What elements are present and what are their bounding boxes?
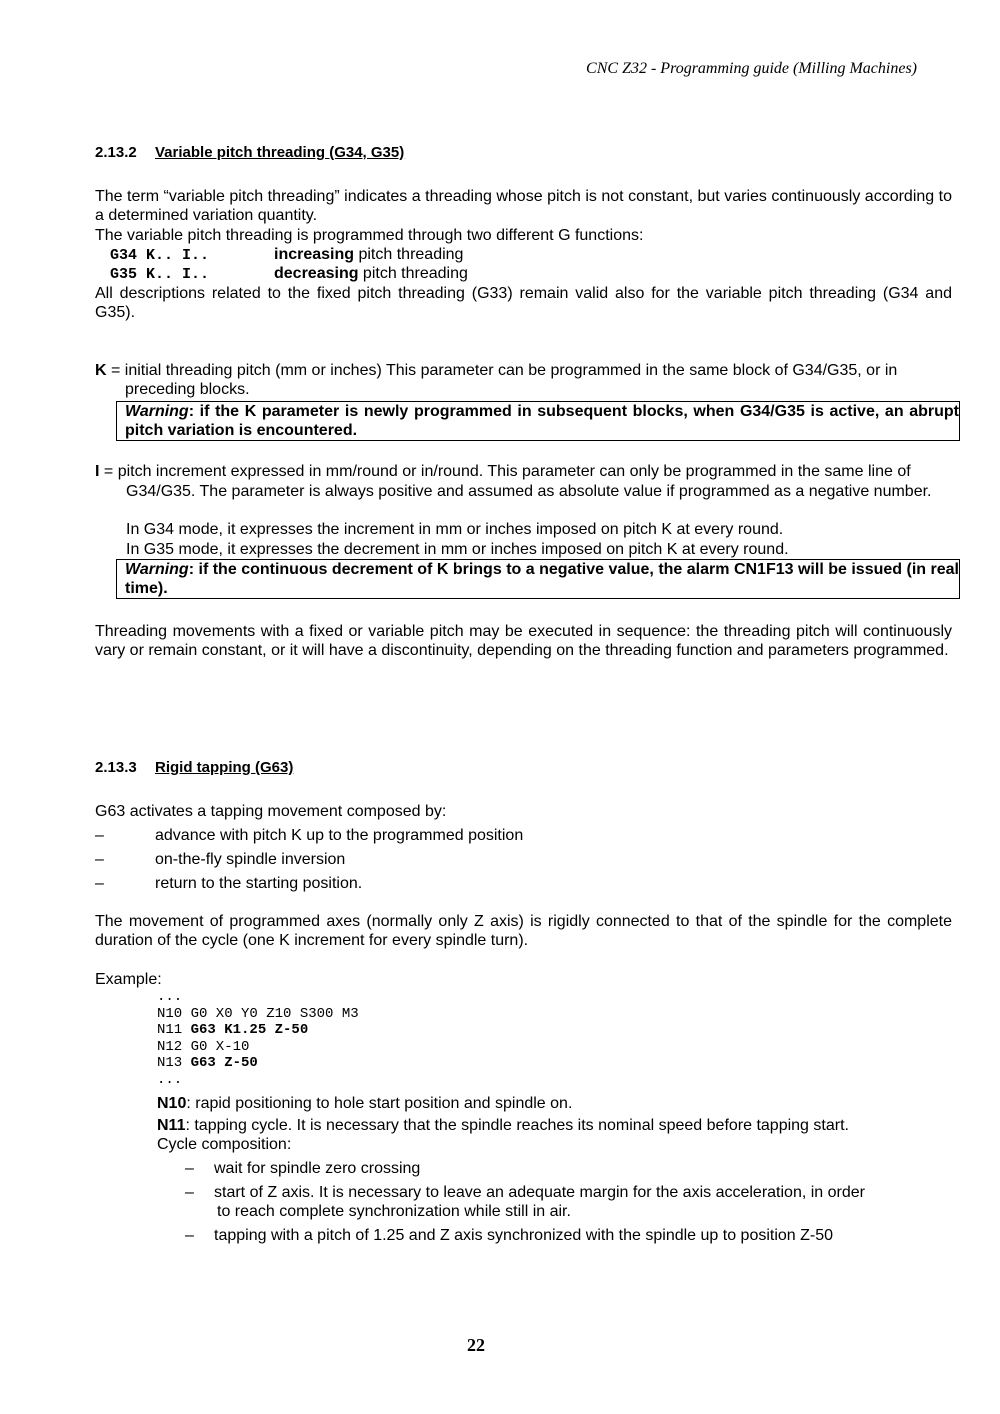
code-line: ...: [157, 1071, 183, 1088]
warning-text: : if the K parameter is newly programmed in subsequent blocks, when G34/G35 is active, an abrupt pitch variation is encountered.: [125, 403, 959, 439]
code-line: ...: [157, 989, 183, 1005]
code-line: N10 G0 X0 Y0 Z10 S300 M3: [157, 1005, 359, 1022]
n11-text: : tapping cycle. It is necessary that the spindle reaches its nominal speed before tapping start.: [185, 1117, 849, 1134]
list-item: [95, 850, 345, 869]
example-label: Example:: [95, 971, 162, 988]
list-item-text: return to the starting position.: [155, 875, 363, 892]
n11-label: N11: [157, 1117, 186, 1134]
dash-bullet: –: [185, 1227, 194, 1244]
section-number: 2.13.3: [95, 759, 137, 776]
dash-bullet: –: [95, 875, 104, 892]
paragraph-g63-intro: G63 activates a tapping movement composed by:: [95, 803, 447, 820]
page-number: 22: [467, 1335, 485, 1355]
list-item-text: advance with pitch K up to the programmed position: [155, 827, 524, 844]
paragraph-all-descriptions: All descriptions related to the fixed pitch threading (G33) remain valid also for the variable pitch threading (G34 and G35).: [95, 285, 952, 321]
k-param-text-cont: preceding blocks.: [125, 381, 250, 398]
code-bold: G63 K1.25 Z-50: [190, 1022, 309, 1038]
sub-list-item-text: wait for spindle zero crossing: [214, 1160, 421, 1177]
n10-label: N10: [157, 1095, 187, 1112]
code-line: [157, 1022, 359, 1039]
warning-box-i: [116, 559, 960, 599]
g35-line: [110, 264, 468, 284]
paragraph-movement: The movement of programmed axes (normally only Z axis) is rigidly connected to that of the spindle for the complete duration of the cycle (one K increment for every spindle turn).: [95, 913, 952, 949]
g34-desc: pitch threading: [354, 246, 464, 263]
k-letter: K: [95, 362, 107, 379]
code-line: N12 G0 X-10: [157, 1038, 250, 1055]
sub-list-item: [185, 1226, 833, 1245]
n11-explanation: [157, 1116, 849, 1135]
code-bold: G63 Z-50: [190, 1055, 258, 1071]
list-item: [95, 826, 523, 845]
g34-line: [110, 245, 463, 265]
section-heading-2-13-3: [95, 759, 293, 776]
section-number: 2.13.2: [95, 144, 137, 161]
g35-code: G35 K.. I..: [110, 266, 210, 283]
paragraph-threading-movements: Threading movements with a fixed or variable pitch may be executed in sequence: the threading pitch will continuously vary or remain constant, or it will have a discontinuity, depending on the threading function and parameters programmed.: [95, 623, 952, 659]
i-param-g34: In G34 mode, it expresses the increment in mm or inches imposed on pitch K at every round.: [126, 521, 784, 538]
k-param-line: [95, 361, 897, 380]
n10-explanation: [157, 1094, 572, 1113]
sub-list-item: [185, 1159, 420, 1178]
code-example: [157, 989, 359, 1088]
warning-label: Warning: [125, 403, 189, 420]
section-heading-2-13-2: [95, 144, 404, 161]
dash-bullet: –: [185, 1160, 194, 1177]
sub-list-item-cont: to reach complete synchronization while still in air.: [217, 1203, 571, 1220]
warning-box-k: [116, 401, 960, 441]
list-item: [95, 874, 362, 893]
sub-list-item-text: tapping with a pitch of 1.25 and Z axis synchronized with the spindle up to position Z-50: [214, 1227, 834, 1244]
dash-bullet: –: [95, 851, 104, 868]
section-title: Rigid tapping (G63): [155, 759, 294, 776]
section-title: Variable pitch threading (G34, G35): [155, 144, 405, 161]
cycle-composition-label: Cycle composition:: [157, 1136, 292, 1153]
g34-keyword: increasing: [274, 246, 355, 263]
i-param-g35: In G35 mode, it expresses the decrement in mm or inches imposed on pitch K at every round.: [126, 541, 789, 558]
warning-label: Warning: [125, 561, 189, 578]
sub-list-item: [185, 1183, 865, 1202]
code-block-number: N11: [157, 1022, 191, 1038]
paragraph-intro: The term “variable pitch threading” indicates a threading whose pitch is not constant, but varies continuously according to a determined variation quantity.: [95, 188, 952, 224]
code-line: [157, 1055, 359, 1072]
k-param-text: = initial threading pitch (mm or inches) This parameter can be programmed in the same block of G34/G35, or in: [106, 362, 898, 379]
i-param-line: [95, 462, 911, 481]
g35-desc: pitch threading: [358, 265, 468, 282]
i-param-text: = pitch increment expressed in mm/round or in/round. This parameter can only be programmed in the same line of: [99, 463, 911, 480]
warning-text: : if the continuous decrement of K brings to a negative value, the alarm CN1F13 will be issued (in real time).: [125, 561, 959, 597]
g34-code: G34 K.. I..: [110, 247, 210, 264]
code-block-number: N13: [157, 1055, 191, 1071]
sub-list-item-text: start of Z axis. It is necessary to leave an adequate margin for the axis acceleration, in order: [214, 1184, 865, 1201]
list-item-text: on-the-fly spindle inversion: [155, 851, 346, 868]
running-header: CNC Z32 - Programming guide (Milling Machines): [586, 60, 917, 77]
i-param-text-cont: G34/G35. The parameter is always positive and assumed as absolute value if programmed as a negative number.: [126, 483, 932, 500]
n10-text: : rapid positioning to hole start position and spindle on.: [186, 1095, 573, 1112]
dash-bullet: –: [185, 1184, 194, 1201]
dash-bullet: –: [95, 827, 104, 844]
g35-keyword: decreasing: [274, 265, 359, 282]
paragraph-g-functions: The variable pitch threading is programmed through two different G functions:: [95, 227, 644, 244]
i-letter: I: [95, 463, 100, 480]
